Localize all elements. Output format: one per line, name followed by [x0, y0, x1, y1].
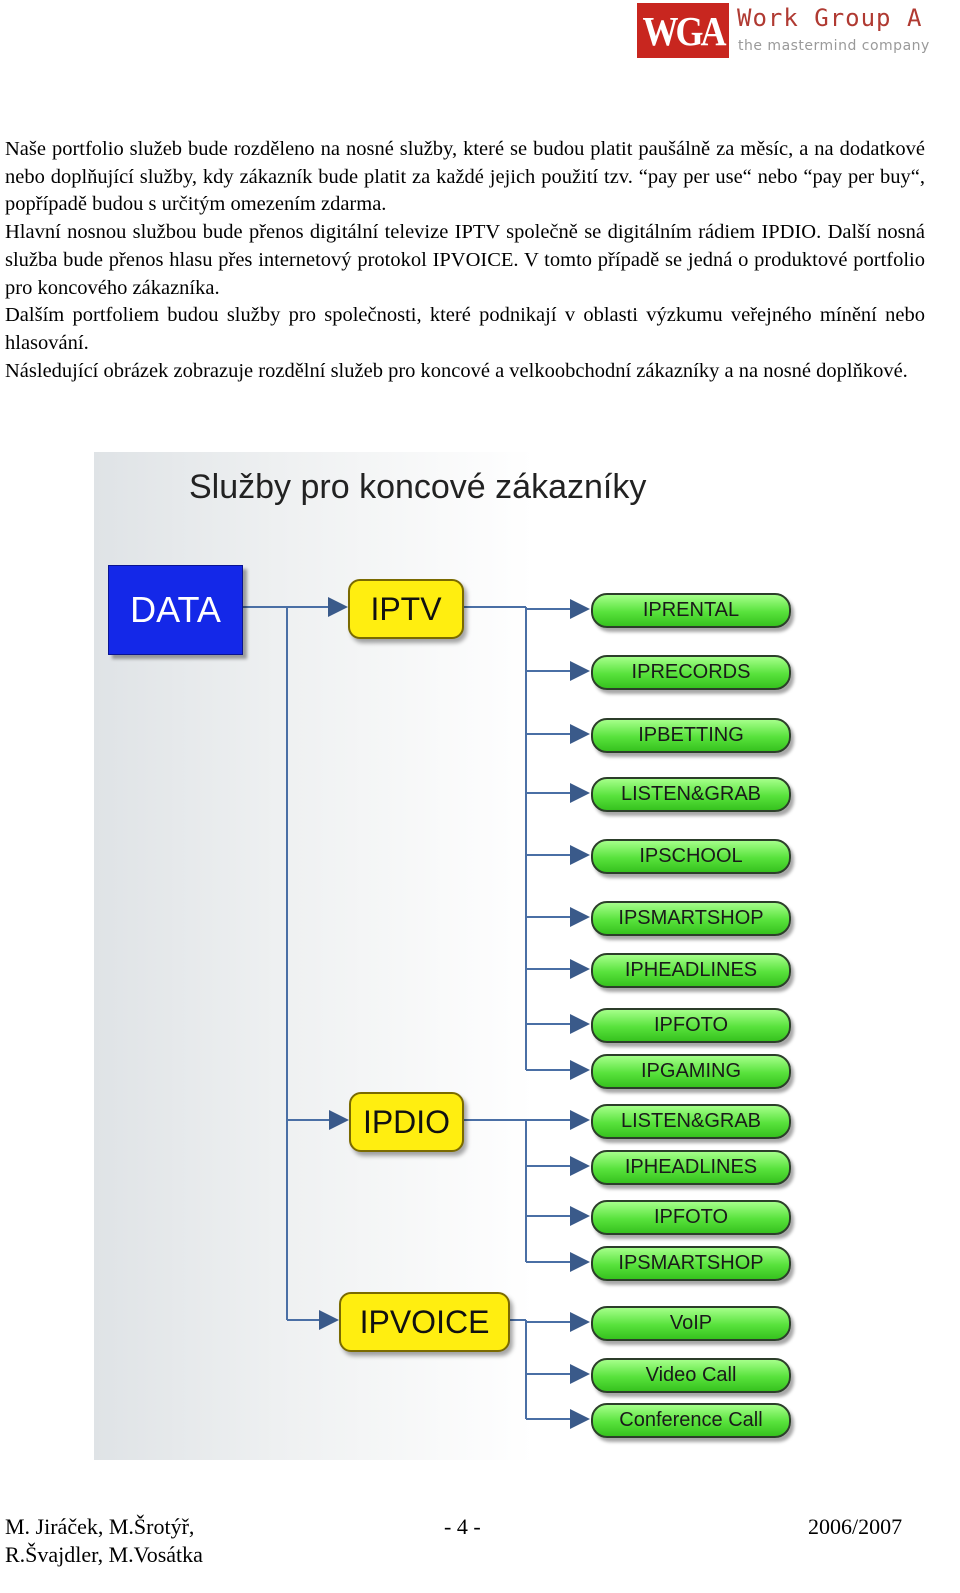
diagram-title: Služby pro koncové zákazníky — [189, 468, 647, 506]
service-node: IPRECORDS — [591, 655, 791, 690]
logo-tagline: the mastermind company — [738, 38, 930, 54]
service-node: IPSCHOOL — [591, 839, 791, 874]
root-node-data: DATA — [108, 565, 243, 655]
paragraph-4: Následující obrázek zobrazuje rozdělní služeb pro koncové a velkoobchodní zákazníky a na nosné doplňkové. — [5, 359, 908, 382]
paragraph-2: Hlavní nosnou službou bude přenos digitální televize IPTV společně se digitálním rádiem IPDIO. Další nosná služba bude přenos hlasu přes internetový protokol IPVOICE. V tomto případě se jedná o produktové portfolio pro koncového zákazníka. — [5, 221, 925, 299]
services-diagram — [94, 452, 827, 1460]
service-node: IPRENTAL — [591, 593, 791, 628]
footer-year: 2006/2007 — [808, 1514, 903, 1539]
service-node: IPBETTING — [591, 718, 791, 753]
service-node: IPGAMING — [591, 1054, 791, 1089]
service-node: IPHEADLINES — [591, 953, 791, 988]
category-node-ipvoice: IPVOICE — [339, 1292, 510, 1352]
service-node: Video Call — [591, 1358, 791, 1393]
paragraph-3: Dalším portfoliem budou služby pro společnosti, které podnikají v oblasti výzkumu veřejného mínění nebo hlasování. — [5, 304, 925, 354]
footer-page-number: - 4 - — [444, 1514, 481, 1539]
service-node: IPHEADLINES — [591, 1150, 791, 1185]
logo-mark-box — [637, 3, 729, 58]
logo-company-name: Work Group A — [737, 4, 923, 32]
service-node: IPFOTO — [591, 1008, 791, 1043]
service-node: LISTEN&GRAB — [591, 1104, 791, 1139]
body-text — [5, 136, 925, 385]
service-node: Conference Call — [591, 1403, 791, 1438]
company-logo — [637, 2, 947, 60]
service-node: IPSMARTSHOP — [591, 1246, 791, 1281]
service-node: LISTEN&GRAB — [591, 777, 791, 812]
service-node: IPSMARTSHOP — [591, 901, 791, 936]
category-node-iptv: IPTV — [348, 579, 464, 639]
footer-authors — [5, 1513, 203, 1569]
footer-authors-line-2: R.Švajdler, M.Vosátka — [5, 1542, 203, 1567]
category-node-ipdio: IPDIO — [349, 1092, 464, 1152]
paragraph-1: Naše portfolio služeb bude rozděleno na nosné služby, které se budou platit paušálně za měsíc, a na dodatkové nebo doplňující služby, kdy zákazník bude platit za každé jejich použití tzv. “pay per use“ nebo “pay per buy“, popřípadě budou s určitým omezením zdarma. — [5, 138, 925, 216]
footer-authors-line-1: M. Jiráček, M.Šrotýř, — [5, 1514, 195, 1539]
service-node: VoIP — [591, 1306, 791, 1341]
service-node: IPFOTO — [591, 1200, 791, 1235]
logo-mark: WGA — [642, 7, 724, 54]
